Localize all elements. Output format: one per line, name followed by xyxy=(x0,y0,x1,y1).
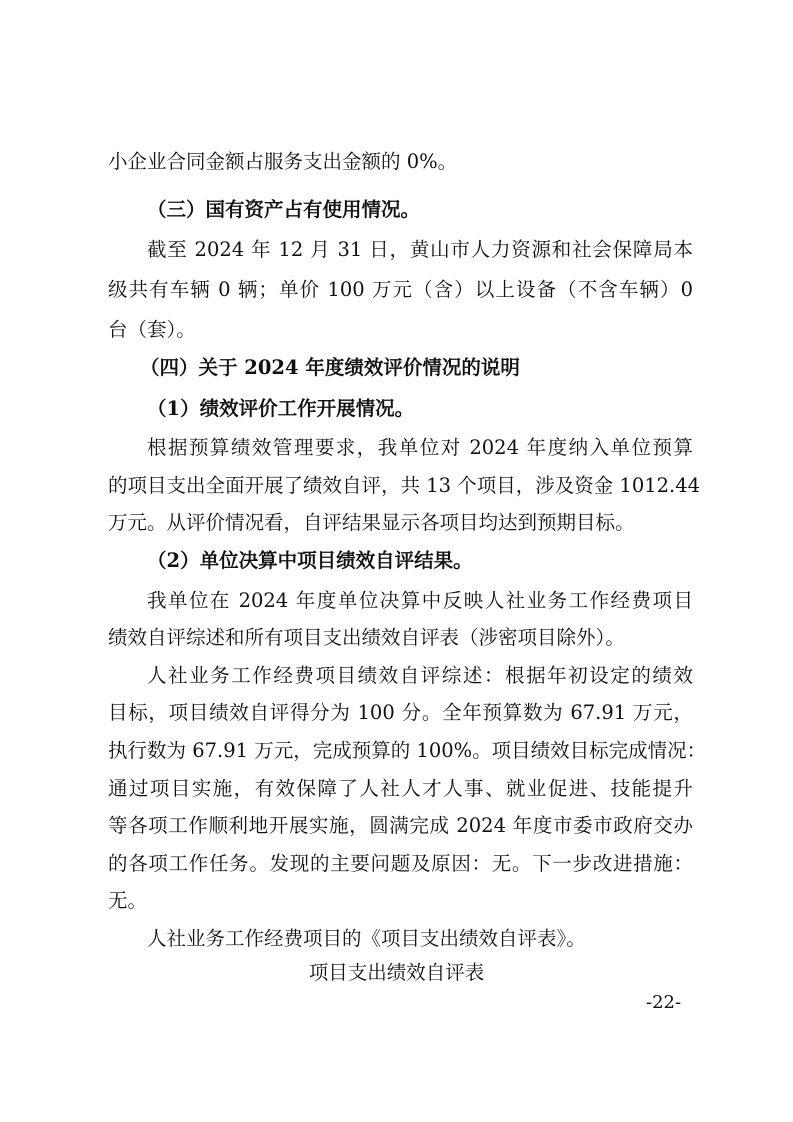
paragraph-line: 我单位在 2024 年度单位决算中反映人社业务工作经费项目 xyxy=(147,589,693,612)
paragraph-line: 根据预算绩效管理要求，我单位对 2024 年度纳入单位预算 xyxy=(147,436,693,459)
paragraph-line: 通过项目实施，有效保障了人社人才人事、就业促进、技能提升 xyxy=(108,777,693,800)
paragraph-line: 人社业务工作经费项目的《项目支出绩效自评表》。 xyxy=(147,927,586,950)
paragraph-line: 目标，项目绩效自评得分为 100 分。全年预算数为 67.91 万元， xyxy=(108,701,693,724)
paragraph-line: 截至 2024 年 12 月 31 日，黄山市人力资源和社会保障局本 xyxy=(147,238,693,261)
page-number: -22- xyxy=(646,992,682,1013)
subsection-heading-1: （1）绩效评价工作开展情况。 xyxy=(147,397,415,420)
paragraph-line: 等各项工作顺利地开展实施，圆满完成 2024 年度市委市政府交办 xyxy=(108,814,693,837)
section-heading-4: （四）关于 2024 年度绩效评价情况的说明 xyxy=(140,356,520,379)
paragraph-line: 绩效自评综述和所有项目支出绩效自评表（涉密项目除外）。 xyxy=(108,626,625,649)
paragraph-line: 执行数为 67.91 万元，完成预算的 100%。项目绩效目标完成情况： xyxy=(108,739,707,762)
subsection-heading-2: （2）单位决算中项目绩效自评结果。 xyxy=(147,549,473,572)
paragraph-line: 的各项工作任务。发现的主要问题及原因：无。下一步改进措施： xyxy=(108,852,693,875)
paragraph-line: 小企业合同金额占服务支出金额的 0%。 xyxy=(108,150,458,173)
paragraph-line: 级共有车辆 0 辆；单价 100 万元（含）以上设备（不含车辆）0 xyxy=(108,278,693,301)
table-caption: 项目支出绩效自评表 xyxy=(308,961,485,984)
section-heading-3: （三）国有资产占有使用情况。 xyxy=(147,198,421,221)
paragraph-line: 无。 xyxy=(108,889,148,912)
paragraph-line: 的项目支出全面开展了绩效自评，共 13 个项目，涉及资金 1012.44 xyxy=(108,474,701,497)
paragraph-line: 人社业务工作经费项目绩效自评综述：根据年初设定的绩效 xyxy=(147,664,693,687)
paragraph-line: 台（套）。 xyxy=(108,318,196,341)
paragraph-line: 万元。从评价情况看，自评结果显示各项目均达到预期目标。 xyxy=(108,511,635,534)
